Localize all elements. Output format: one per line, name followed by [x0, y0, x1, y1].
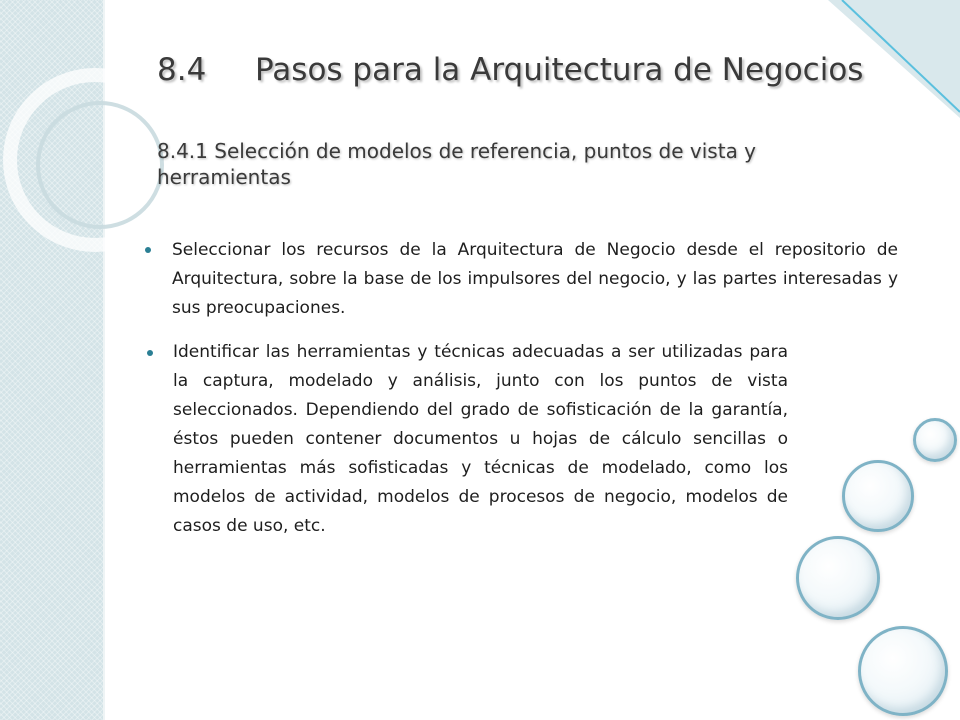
bullet-dot-icon	[147, 350, 153, 356]
bubble-medium	[842, 460, 914, 532]
bullet-dot-icon	[145, 247, 151, 253]
decor-arc-outer	[10, 75, 180, 245]
bubble-bottom	[858, 626, 948, 716]
bubble-large	[796, 536, 880, 620]
bullet-text: Seleccionar los recursos de la Arquitectura de Negocio desde el repositorio de Arquitectura, sobre la base de los impulsores del negocio, y las partes interesadas y sus preocupaciones.	[172, 240, 898, 318]
slide-title	[157, 52, 863, 88]
bubble-small	[913, 418, 957, 462]
title-text: Pasos para la Arquitectura de Negocios	[255, 52, 864, 88]
bullet-text: Identificar las herramientas y técnicas adecuadas a ser utilizadas para la captura, modelado y análisis, junto con los puntos de vista seleccionados. Dependiendo del grado de sofisticación de la garantía, éstos pueden contener documentos u hojas de cálculo sencillas o herramientas más sofisticadas y técnicas de modelado, como los modelos de actividad, modelos de procesos de negocio, modelos de casos de uso, etc.	[173, 342, 788, 536]
decor-arc-inner	[38, 103, 162, 227]
slide-subtitle: 8.4.1 Selección de modelos de referencia, puntos de vista y herramientas	[157, 139, 757, 189]
section-number: 8.4	[157, 52, 207, 88]
